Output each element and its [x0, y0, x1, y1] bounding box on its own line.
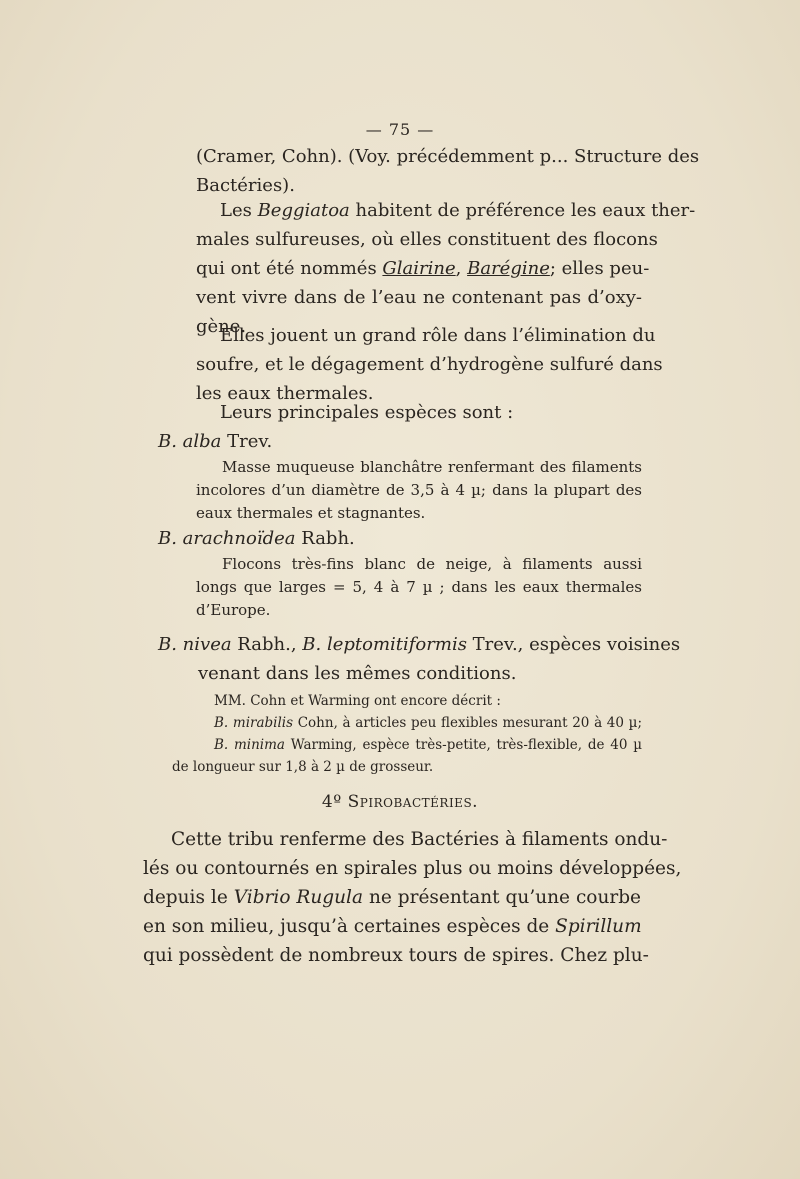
- text: Trev., espèces voisines: [466, 634, 681, 655]
- text-line: Bactéries).: [196, 175, 295, 196]
- text-line: [172, 712, 642, 734]
- species-name: B. minima: [214, 737, 285, 753]
- text: depuis le: [143, 887, 234, 908]
- species-author: Rabh.: [295, 528, 355, 549]
- text-line: de longueur sur 1,8 à 2 µ de grosseur.: [172, 759, 434, 775]
- note-cohn-warming: [172, 690, 642, 778]
- text-line: soufre, et le dégagement d’hydrogène sulfuré dans: [196, 354, 663, 375]
- text: Cohn, à articles peu flexibles mesurant 20 à 40 µ;: [293, 715, 642, 731]
- species-name: B. alba: [158, 431, 222, 452]
- text-line: [196, 254, 650, 283]
- species-name: B. leptomitiformis: [302, 634, 467, 655]
- species-title: [158, 427, 642, 456]
- page-number: — 75 —: [365, 120, 435, 139]
- text-line: Leurs principales espèces sont :: [220, 402, 514, 423]
- text-line: d’Europe.: [196, 601, 271, 619]
- text-line: [196, 196, 696, 225]
- text: ; elles peu-: [549, 258, 650, 279]
- text-line: Flocons très-fins blanc de neige, à filaments aussi: [222, 555, 642, 573]
- species-author: Trev.: [221, 431, 273, 452]
- text-line: les eaux thermales.: [196, 383, 374, 404]
- text-line: Cette tribu renferme des Bactéries à filaments ondu-: [171, 829, 668, 850]
- text-line: [143, 883, 641, 912]
- text-line: lés ou contournés en spirales plus ou moins développées,: [143, 858, 682, 879]
- text-line: males sulfureuses, où elles constituent des flocons: [196, 229, 658, 250]
- text: en son milieu, jusqu’à certaines espèces de: [143, 916, 556, 937]
- text: qui ont été nommés: [196, 258, 383, 279]
- text-line: Masse muqueuse blanchâtre renfermant des filaments: [222, 458, 642, 476]
- species-b-nivea: [158, 630, 681, 688]
- text-line: eaux thermales et stagnantes.: [196, 504, 426, 522]
- section-title: Spirobactéries.: [347, 792, 479, 812]
- species-name: B. arachnoïdea: [158, 528, 296, 549]
- paragraph-especes: [220, 398, 620, 427]
- text-line: longs que larges = 5, 4 à 7 µ ; dans les eaux thermales: [196, 578, 642, 596]
- text-line: [143, 912, 641, 941]
- species-b-arachnoidea: [158, 524, 642, 553]
- text-line: [158, 630, 681, 659]
- text: Warming, espèce très-petite, très-flexible, de 40 µ: [284, 737, 642, 753]
- species-title: [158, 524, 642, 553]
- section-heading: [0, 792, 800, 812]
- text-line: MM. Cohn et Warming ont encore décrit :: [214, 693, 501, 709]
- section-number: 4º: [321, 792, 348, 812]
- paragraph-beggiatoa: [196, 196, 696, 341]
- paragraph-spirobacteries: [143, 825, 682, 970]
- term-baregine: Barégine: [467, 258, 550, 279]
- text: habitent de préférence les eaux ther-: [349, 200, 696, 221]
- species-b-arachnoidea-description: [196, 553, 642, 622]
- species-name: B. mirabilis: [214, 715, 294, 731]
- text: Les: [220, 200, 258, 221]
- species-b-alba: [158, 427, 642, 456]
- text-line: incolores d’un diamètre de 3,5 à 4 µ; dans la plupart des: [196, 481, 642, 499]
- term-glairine: Glairine: [382, 258, 456, 279]
- text-line: Elles jouent un grand rôle dans l’élimination du: [220, 325, 656, 346]
- text: ne présentant qu’une courbe: [362, 887, 641, 908]
- species-name: Vibrio Rugula: [233, 887, 363, 908]
- species-b-alba-description: [196, 456, 642, 525]
- genus-name: Beggiatoa: [257, 200, 350, 221]
- paragraph-role: [196, 321, 663, 408]
- species-name: B. nivea: [158, 634, 232, 655]
- text-line: qui possèdent de nombreux tours de spires. Chez plu-: [143, 945, 649, 966]
- text-line: (Cramer, Cohn). (Voy. précédemment p... Structure des: [196, 146, 700, 167]
- text-line: [172, 734, 642, 756]
- text-line: gène.: [196, 316, 247, 337]
- paragraph-cramer-cohn: [196, 142, 700, 200]
- species-author: Rabh.,: [231, 634, 303, 655]
- text-line: venant dans les mêmes conditions.: [198, 663, 517, 684]
- text-line: vent vivre dans de l’eau ne contenant pas d’oxy-: [196, 287, 642, 308]
- genus-name: Spirillum: [555, 916, 642, 937]
- text: ,: [455, 258, 468, 279]
